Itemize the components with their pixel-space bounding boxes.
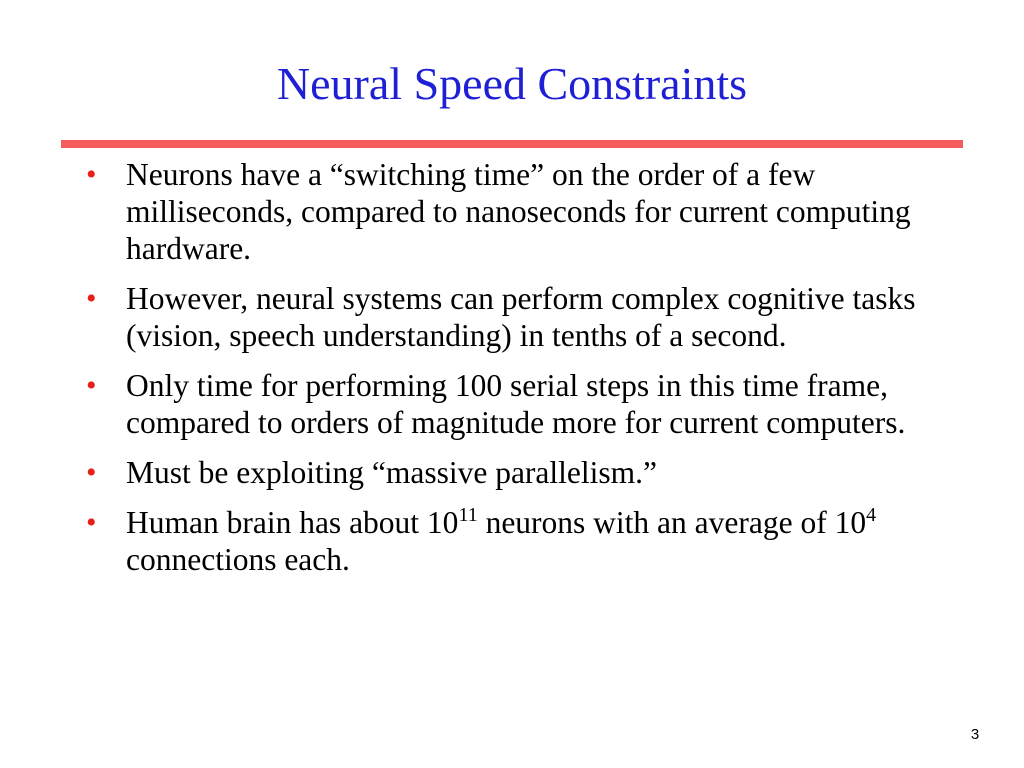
bullet-text: However, neural systems can perform complex cognitive tasks (vision, speech understanding) in tenths of a second.: [126, 281, 916, 353]
bullet-text: Neurons have a “switching time” on the order of a few milliseconds, compared to nanoseconds for current computing hardware.: [126, 157, 911, 266]
bullet-text-part: neurons with an average of 10: [477, 505, 867, 540]
title-divider: [61, 140, 963, 148]
page-number: 3: [970, 726, 980, 743]
bullet-text: Must be exploiting “massive parallelism.”: [126, 455, 658, 490]
bullet-item: [86, 280, 966, 354]
bullet-dot-icon: •: [86, 369, 97, 402]
bullet-item: [86, 156, 966, 267]
exponent: 11: [458, 504, 478, 526]
bullet-item: [86, 454, 966, 491]
bullet-dot-icon: •: [86, 506, 97, 539]
bullet-list: [86, 156, 966, 591]
bullet-text: [126, 505, 876, 577]
bullet-dot-icon: •: [86, 456, 97, 489]
bullet-text-part: connections each.: [126, 542, 350, 577]
exponent: 4: [866, 504, 877, 526]
bullet-text-part: Human brain has about 10: [126, 505, 459, 540]
bullet-dot-icon: •: [86, 282, 97, 315]
bullet-text: Only time for performing 100 serial steps in this time frame, compared to orders of magnitude more for current computers.: [126, 368, 906, 440]
bullet-dot-icon: •: [86, 158, 97, 191]
bullet-item: [86, 367, 966, 441]
bullet-item: [86, 504, 966, 578]
slide-title: Neural Speed Constraints: [276, 58, 748, 109]
